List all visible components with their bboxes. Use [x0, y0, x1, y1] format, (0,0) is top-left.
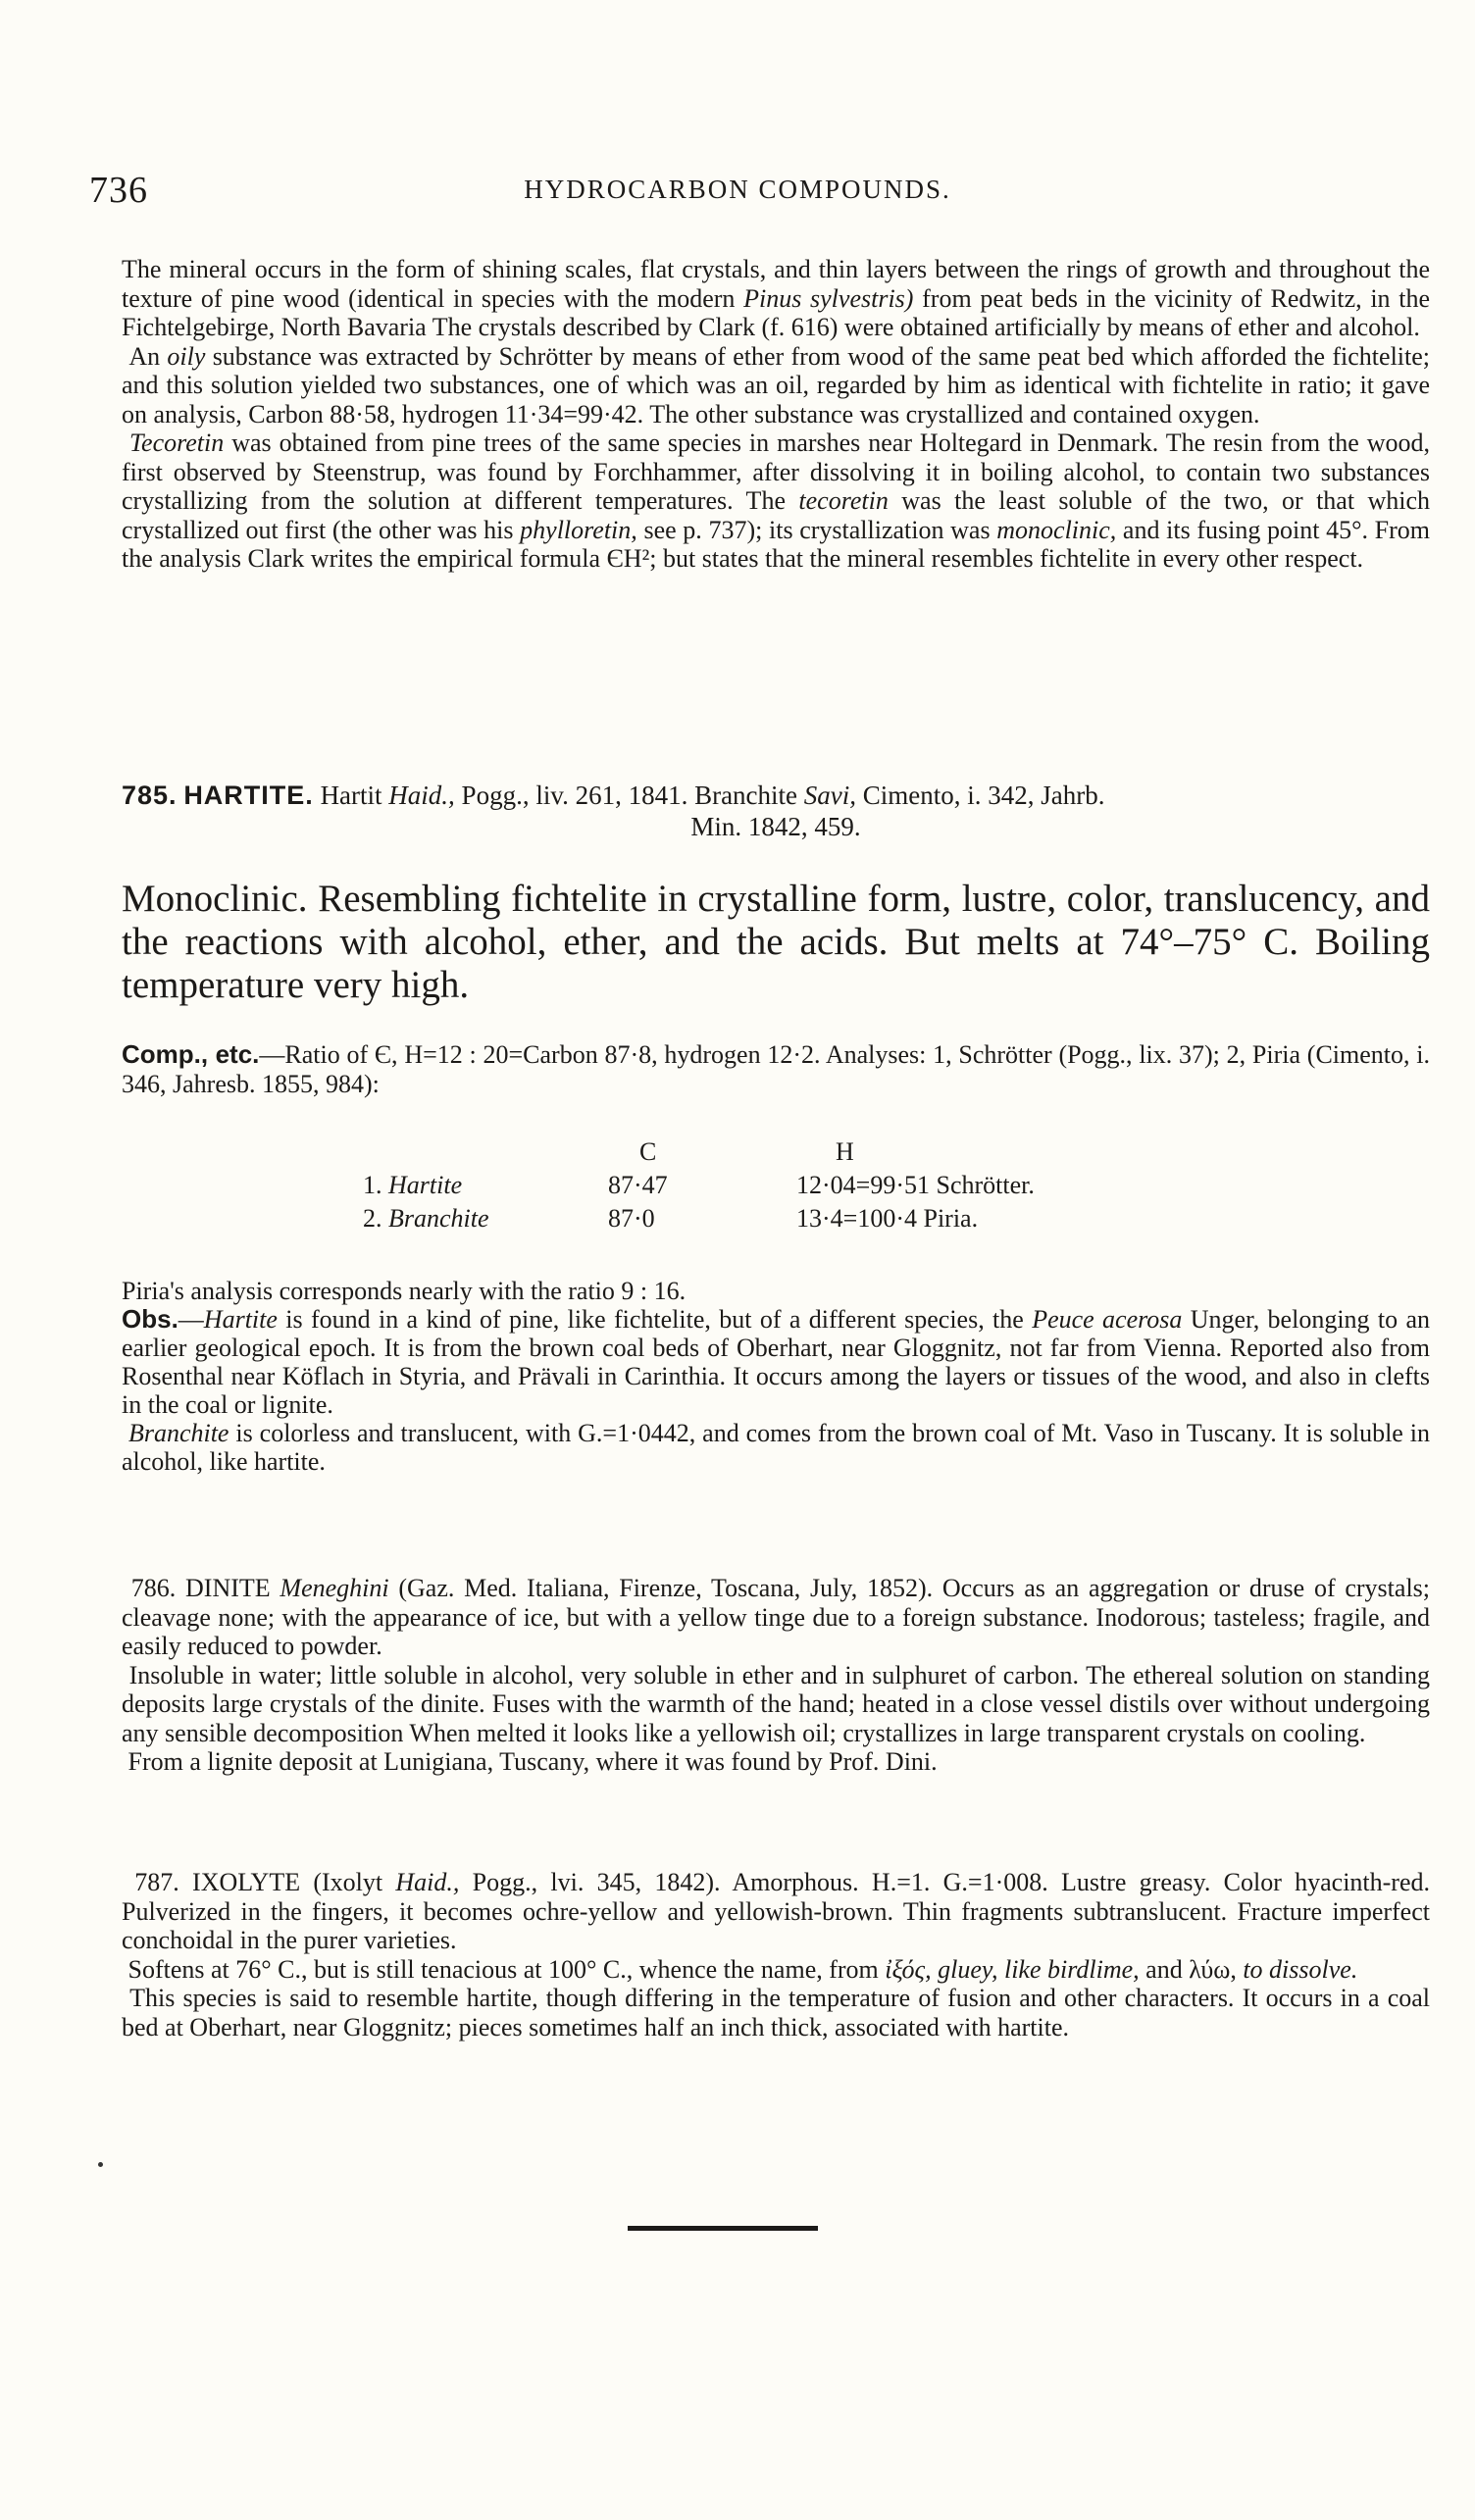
- table-row: [363, 1171, 1228, 1204]
- obs-a: is found in a kind of pine, like fichtelite, but of a different species, the: [277, 1305, 1033, 1334]
- hartite-reference-line-2: Min. 1842, 459.: [690, 812, 861, 841]
- ixolyte-haid: Haid.,: [395, 1868, 460, 1896]
- dinite-paragraph-3: [122, 1747, 1430, 1777]
- intro-p3-c: see p. 737); its crystallization was: [636, 515, 997, 544]
- analyses-table: [363, 1137, 1228, 1237]
- intro-p3-d: and its fusing point 45°. From the analysis Clark writes the empirical formula ЄH²; but states that the mineral resembles fichtelite in every other respect.: [122, 515, 1431, 573]
- row-carbon: 87·47: [608, 1171, 668, 1199]
- table-row: [363, 1204, 1228, 1237]
- table-header-row: [363, 1137, 1228, 1171]
- intro-p1-text: The mineral occurs in the form of shining scales, flat crystals, and thin layers between the rings of growth and throughout the texture of pine wood (identical in species with the modern: [122, 255, 1430, 313]
- intro-section: [122, 255, 1430, 574]
- ixolyte-greek-2: λύω,: [1189, 1954, 1237, 1984]
- table-header-spacer: [363, 1137, 608, 1171]
- intro-p2-rest: substance was extracted by Schrötter by means of ether from wood of the same peat bed which afforded the fichtelite; and this solution yielded two substances, one of which was an oil, regarded by him as identical with fichtelite in ratio; it gave on analysis, Carbon 88·58, hydrogen 11·34=99·42. The other substance was crystallized and contained oxygen.: [122, 341, 1431, 428]
- hartite-description: [122, 878, 1430, 1007]
- ixolyte-p3: This species is said to resemble hartite, though differing in the temperature of fusion and other characters. It occurs in a coal bed at Oberhart, near Gloggnitz; pieces sometimes half an inch thick, associated with hartite.: [122, 1984, 1431, 2041]
- ixolyte-p2-italic2: to dissolve.: [1236, 1954, 1358, 1984]
- table-header-h: H: [836, 1137, 854, 1166]
- end-rule: [628, 2226, 818, 2231]
- intro-p3-a: was obtained from pine trees of the same species in marshes near Holtegard in Denmark. The resin from the wood, first observed by Steenstrup, was found by Forchhammer, after dissolving it in boiling alcohol, to contain two substances crystallizing from the solution at different temperatures. The: [122, 428, 1431, 515]
- intro-p3-italic3: phylloretin,: [520, 515, 637, 544]
- piria-note: Piria's analysis corresponds nearly with the ratio 9 : 16.: [122, 1277, 687, 1305]
- ixolyte-p1: Pogg., lvi. 345, 1842). Amorphous. H.=1. G.=1·008. Lustre greasy. Color hyacinth-red. Pulverized in the fingers, it becomes ochre-yellow and yellowish-brown. Thin fragments subtranslucent. Fracture imperfect conchoidal in the purer varieties.: [122, 1868, 1430, 1954]
- obs-italic2: Peuce acerosa: [1032, 1305, 1183, 1334]
- dinite-paragraph-2: [122, 1661, 1430, 1748]
- dinite-author: Meneghini: [280, 1574, 389, 1602]
- hartite-ref-b: Pogg., liv. 261, 1841. Branchite: [454, 781, 804, 810]
- page-header: [89, 169, 1386, 212]
- composition-label: Comp., etc.: [122, 1039, 260, 1069]
- table-row-label: [363, 1171, 608, 1204]
- intro-paragraph-2: [122, 342, 1430, 429]
- hartite-composition: [122, 1039, 1430, 1099]
- ixolyte-greek-1: ἰξός,: [885, 1954, 932, 1984]
- intro-paragraph-3: [122, 428, 1430, 574]
- ixolyte-p2-b: and: [1139, 1954, 1190, 1984]
- table-row-label: [363, 1204, 608, 1237]
- ixolyte-section: [122, 1868, 1430, 2041]
- intro-p3-italic: Tecoretin: [128, 428, 225, 457]
- intro-p1-italic: Pinus sylvestris): [743, 283, 914, 313]
- obs-b: Unger, belonging to an earlier geological epoch. It is from the brown coal beds of Oberhart, near Gloggnitz, not far from Vienna. Reported also from Rosenthal near Köflach in Styria, and Prävali in Carinthia. It occurs among the layers or tissues of the wood, and also in clefts in the coal or lignite.: [122, 1305, 1431, 1419]
- dinite-section: [122, 1574, 1430, 1777]
- intro-paragraph-1: [122, 255, 1430, 342]
- hartite-heading: [122, 780, 1430, 842]
- ixolyte-paragraph-1: [122, 1868, 1430, 1955]
- dinite-paragraph-1: [122, 1574, 1430, 1661]
- dinite-p1: (Gaz. Med. Italiana, Firenze, Toscana, July, 1852). Occurs as an aggregation or druse of crystals; cleavage none; with the appearance of ice, but with a yellow tinge due to a foreign substance. Inodorous; tasteless; fragile, and easily reduced to powder.: [122, 1574, 1431, 1660]
- stray-mark: [98, 2162, 103, 2167]
- intro-p2-lead: An: [128, 341, 168, 371]
- hartite-observations: [122, 1277, 1430, 1476]
- running-head: HYDROCARBON COMPOUNDS.: [524, 175, 951, 204]
- hartite-ref-haid: Haid.,: [388, 781, 455, 810]
- page-number: 736: [89, 170, 148, 211]
- ixolyte-p2-a: Softens at 76° C., but is still tenacious at 100° C., whence the name, from: [127, 1954, 886, 1984]
- composition-text: —Ratio of Є, H=12 : 20=Carbon 87·8, hydrogen 12·2. Analyses: 1, Schrötter (Pogg., lix. 37); 2, Piria (Cimento, i. 346, Jahresb. 1855, 984):: [122, 1040, 1430, 1098]
- row-name: Branchite: [388, 1204, 489, 1233]
- ixolyte-p2-italic: gluey, like birdlime,: [931, 1954, 1140, 1984]
- dinite-lead: 786. DINITE: [130, 1574, 280, 1602]
- obs-paragraph: [122, 1305, 1430, 1419]
- hartite-ref-savi: Savi,: [803, 781, 857, 810]
- dinite-p3: From a lignite deposit at Lunigiana, Tuscany, where it was found by Prof. Dini.: [127, 1747, 938, 1776]
- intro-p1-rest: from peat beds in the vicinity of Redwitz, in the Fichtelgebirge, North Bavaria The crystals described by Clark (f. 616) were obtained artificially by means of ether and alcohol.: [122, 283, 1430, 341]
- branchite-italic: Branchite: [127, 1419, 229, 1447]
- hartite-number: 785.: [122, 781, 178, 810]
- row-carbon: 87·0: [608, 1204, 655, 1233]
- hartite-name: HARTITE.: [183, 781, 314, 810]
- hartite-ref-c: Cimento, i. 342, Jahrb.: [856, 781, 1105, 810]
- row-name: Hartite: [388, 1171, 463, 1199]
- dinite-p2: Insoluble in water; little soluble in alcohol, very soluble in ether and in sulphuret of carbon. The ethereal solution on standing deposits large crystals of the dinite. Fuses with the warmth of the hand; heated in a close vessel distils over without undergoing any sensible decomposition When melted it looks like a yellowish oil; crystallizes in large transparent crystals on cooling.: [122, 1660, 1430, 1747]
- intro-p2-italic: oily: [167, 341, 206, 371]
- obs-italic: Hartite: [203, 1305, 278, 1334]
- intro-p3-italic4: monoclinic,: [996, 515, 1117, 544]
- composition-paragraph: [122, 1039, 1430, 1099]
- branchite-paragraph: [122, 1419, 1430, 1476]
- table-header-c: C: [639, 1137, 657, 1166]
- ixolyte-paragraph-2: [122, 1955, 1430, 1985]
- hartite-reference-line: [122, 780, 1430, 811]
- hartite-ref-a: Hartit: [313, 781, 389, 810]
- ixolyte-paragraph-3: [122, 1984, 1430, 2041]
- branchite-text: is colorless and translucent, with G.=1·0442, and comes from the brown coal of Mt. Vaso in Tuscany. It is soluble in alcohol, like hartite.: [122, 1419, 1430, 1476]
- row-hydrogen: 13·4=100·4 Piria.: [796, 1204, 979, 1233]
- row-number: 2.: [363, 1204, 382, 1233]
- obs-dash: —: [178, 1305, 204, 1334]
- ixolyte-lead: 787. IXOLYTE (Ixolyt: [134, 1868, 396, 1896]
- obs-label: Obs.: [122, 1304, 178, 1334]
- hartite-description-text: Monoclinic. Resembling fichtelite in crystalline form, lustre, color, translucency, and the reactions with alcohol, ether, and the acids. But melts at 74°–75° C. Boiling temperature very high.: [122, 878, 1430, 1006]
- row-number: 1.: [363, 1171, 382, 1199]
- intro-p3-italic2: tecoretin: [798, 486, 889, 515]
- row-hydrogen: 12·04=99·51 Schrötter.: [796, 1171, 1035, 1199]
- intro-p3-b: was the least soluble of the two, or that which crystallized out first (the other was his: [122, 486, 1431, 544]
